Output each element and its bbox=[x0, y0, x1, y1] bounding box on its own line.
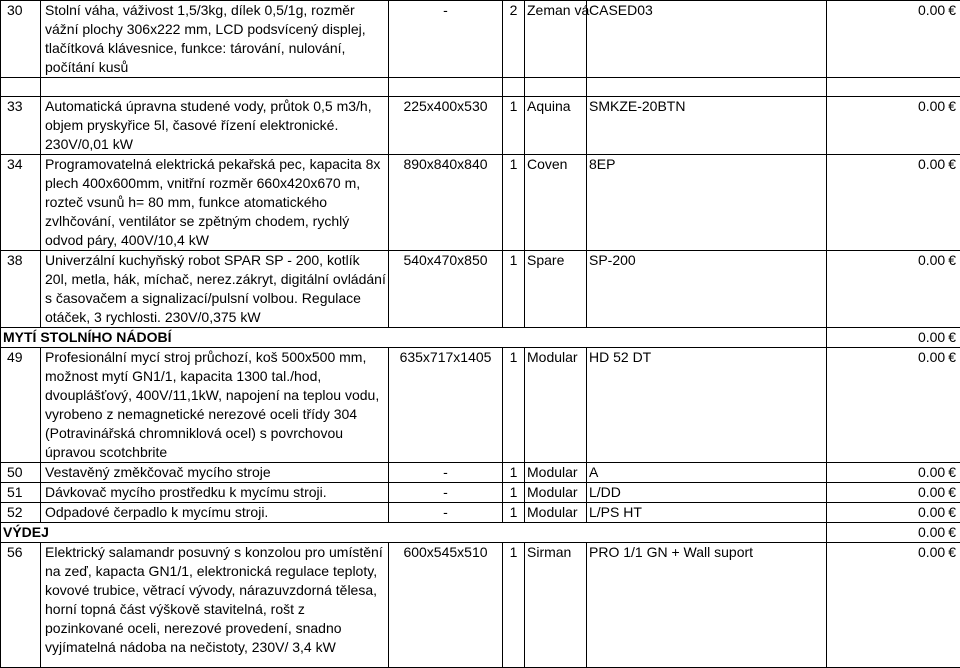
item-dimensions: 890x840x840 bbox=[389, 155, 503, 251]
item-number: 50 bbox=[1, 463, 41, 483]
item-quantity: 1 bbox=[503, 463, 525, 483]
item-brand: Zeman vá bbox=[525, 1, 587, 78]
item-quantity: 1 bbox=[503, 543, 525, 668]
item-brand: Aquina bbox=[525, 97, 587, 155]
item-description: Elektrický salamandr posuvný s konzolou pro umístění na zeď, kapacta GN1/1, elektronická regulace teploty, kovové trubice, větrací vývody, nárazuvzdorná tělesa, horní topná část výškově stavitelná, rošt z pozinkované oceli, nerezové provedení, snadno vyjímatelná nádoba na nečistoty, 230V/ 3,4 kW bbox=[41, 543, 389, 668]
table-row bbox=[1, 348, 960, 463]
currency-symbol: € bbox=[948, 97, 956, 116]
item-description: Dávkovač mycího prostředku k mycímu stroji. bbox=[41, 483, 389, 503]
section-title: VÝDEJ bbox=[1, 523, 827, 543]
item-model: L/PS HT bbox=[587, 503, 827, 523]
price-value: 0.00 bbox=[918, 98, 945, 114]
section-price bbox=[827, 328, 960, 348]
currency-symbol: € bbox=[948, 251, 956, 270]
price-value: 0.00 bbox=[918, 504, 945, 520]
currency-symbol: € bbox=[948, 503, 956, 522]
section-row bbox=[1, 523, 960, 543]
currency-symbol: € bbox=[948, 155, 956, 174]
item-number: 56 bbox=[1, 543, 41, 668]
item-dimensions: 600x545x510 bbox=[389, 543, 503, 668]
item-model: PRO 1/1 GN + Wall suport bbox=[587, 543, 827, 668]
item-price bbox=[827, 1, 960, 78]
item-number: 30 bbox=[1, 1, 41, 78]
item-description: Profesionální mycí stroj průchozí, koš 500x500 mm, možnost mytí GN1/1, kapacita 1300 tal./hod, dvouplášťový, 400V/11,1kW, napojení na teplou vodu, vyrobeno z nemagnetické nerezové oceli třídy 304 (Potravinářská chromniklová ocel) s povrchovou úpravou scotchbrite bbox=[41, 348, 389, 463]
table-row bbox=[1, 155, 960, 251]
currency-symbol: € bbox=[948, 328, 956, 347]
item-dimensions: 635x717x1405 bbox=[389, 348, 503, 463]
item-dimensions: - bbox=[389, 1, 503, 78]
item-dimensions: 540x470x850 bbox=[389, 251, 503, 328]
item-quantity: 1 bbox=[503, 155, 525, 251]
price-value: 0.00 bbox=[918, 464, 945, 480]
item-brand: Modular bbox=[525, 348, 587, 463]
item-number: 38 bbox=[1, 251, 41, 328]
item-model: 8EP bbox=[587, 155, 827, 251]
item-dimensions: - bbox=[389, 503, 503, 523]
item-price bbox=[827, 483, 960, 503]
price-value: 0.00 bbox=[918, 484, 945, 500]
table-row bbox=[1, 543, 960, 668]
item-price bbox=[827, 503, 960, 523]
item-price bbox=[827, 155, 960, 251]
currency-symbol: € bbox=[948, 523, 956, 542]
item-dimensions: - bbox=[389, 463, 503, 483]
price-value: 0.00 bbox=[918, 349, 945, 365]
item-dimensions: - bbox=[389, 483, 503, 503]
item-number: 49 bbox=[1, 348, 41, 463]
item-model: L/DD bbox=[587, 483, 827, 503]
table-row bbox=[1, 1, 960, 78]
item-description: Stolní váha, váživost 1,5/3kg, dílek 0,5/1g, rozměr vážní plochy 306x222 mm, LCD podsvícený displej, tlačítková klávesnice, funkce: tárování, nulování, počítání kusů bbox=[41, 1, 389, 78]
item-number: 52 bbox=[1, 503, 41, 523]
item-dimensions: 225x400x530 bbox=[389, 97, 503, 155]
item-price bbox=[827, 97, 960, 155]
item-brand: Modular bbox=[525, 463, 587, 483]
item-quantity: 1 bbox=[503, 483, 525, 503]
price-value: 0.00 bbox=[918, 544, 945, 560]
item-price bbox=[827, 251, 960, 328]
price-value: 0.00 bbox=[918, 2, 945, 18]
item-description: Odpadové čerpadlo k mycímu stroji. bbox=[41, 503, 389, 523]
currency-symbol: € bbox=[948, 543, 956, 562]
currency-symbol: € bbox=[948, 483, 956, 502]
item-model: CASED03 bbox=[587, 1, 827, 78]
item-description: Vestavěný změkčovač mycího stroje bbox=[41, 463, 389, 483]
table-row bbox=[1, 97, 960, 155]
price-value: 0.00 bbox=[918, 329, 945, 345]
price-value: 0.00 bbox=[918, 524, 945, 540]
item-quantity: 1 bbox=[503, 348, 525, 463]
currency-symbol: € bbox=[948, 1, 956, 20]
item-brand: Sirman bbox=[525, 543, 587, 668]
item-number: 34 bbox=[1, 155, 41, 251]
item-description: Univerzální kuchyňský robot SPAR SP - 200, kotlík 20l, metla, hák, míchač, nerez.zákryt, digitální ovládání s časovačem a signalizací/pulsní volbou. Regulace otáček, 3 rychlosti. 230V/0,375 kW bbox=[41, 251, 389, 328]
table-row bbox=[1, 251, 960, 328]
section-price bbox=[827, 523, 960, 543]
item-quantity: 1 bbox=[503, 251, 525, 328]
item-model: HD 52 DT bbox=[587, 348, 827, 463]
item-brand: Modular bbox=[525, 503, 587, 523]
currency-symbol: € bbox=[948, 348, 956, 367]
table-row bbox=[1, 463, 960, 483]
item-brand: Spare bbox=[525, 251, 587, 328]
item-number: 51 bbox=[1, 483, 41, 503]
item-brand: Coven bbox=[525, 155, 587, 251]
price-value: 0.00 bbox=[918, 252, 945, 268]
table-row bbox=[1, 503, 960, 523]
item-model: A bbox=[587, 463, 827, 483]
section-title: MYTÍ STOLNÍHO NÁDOBÍ bbox=[1, 328, 827, 348]
item-price bbox=[827, 348, 960, 463]
currency-symbol: € bbox=[948, 463, 956, 482]
item-quantity: 1 bbox=[503, 503, 525, 523]
item-price bbox=[827, 463, 960, 483]
spacer-row bbox=[1, 78, 960, 97]
item-description: Programovatelná elektrická pekařská pec, kapacita 8x plech 400x600mm, vnitřní rozměr 660x420x670 m, rozteč vsunů h= 80 mm, funkce atomatického zvlhčování, ventilátor se zpětným chodem, rychlý odvod páry, 400V/10,4 kW bbox=[41, 155, 389, 251]
item-brand: Modular bbox=[525, 483, 587, 503]
item-model: SMKZE-20BTN bbox=[587, 97, 827, 155]
section-row bbox=[1, 328, 960, 348]
price-value: 0.00 bbox=[918, 156, 945, 172]
item-description: Automatická úpravna studené vody, průtok 0,5 m3/h, objem pryskyřice 5l, časové řízení elektronické. 230V/0,01 kW bbox=[41, 97, 389, 155]
item-price bbox=[827, 543, 960, 668]
item-number: 33 bbox=[1, 97, 41, 155]
item-quantity: 2 bbox=[503, 1, 525, 78]
table-row bbox=[1, 483, 960, 503]
item-model: SP-200 bbox=[587, 251, 827, 328]
item-quantity: 1 bbox=[503, 97, 525, 155]
